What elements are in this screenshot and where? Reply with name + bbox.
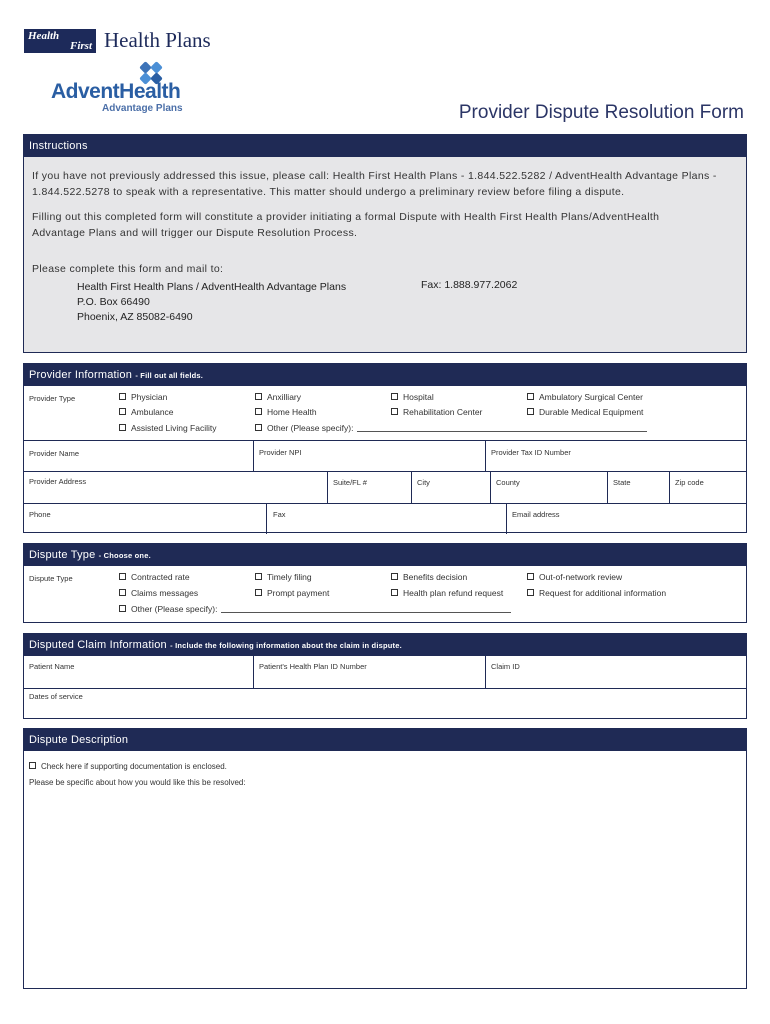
dates-of-service-field[interactable]: Dates of service [29,692,83,701]
checkbox[interactable] [527,573,534,580]
provider-name-field[interactable]: Provider Name [29,449,80,458]
dispute-description-title: Dispute Description [24,729,746,751]
option-anxilliary[interactable]: Anxilliary [255,392,301,402]
option-ambulatory-surgical[interactable]: Ambulatory Surgical Center [527,392,643,402]
instructions-para3: Please complete this form and mail to: [32,263,224,275]
dispute-type-section [23,543,747,623]
checkbox[interactable] [527,393,534,400]
fax-field[interactable]: Fax [273,510,286,519]
mail-address-line3: Phoenix, AZ 85082-6490 [77,311,193,323]
option-contracted-rate[interactable]: Contracted rate [119,572,190,582]
supporting-docs-checkbox[interactable]: Check here if supporting documentation is enclosed. [29,762,227,771]
option-home-health[interactable]: Home Health [255,407,317,417]
checkbox[interactable] [119,408,126,415]
option-provider-other[interactable]: Other (Please specify): [255,423,647,433]
hf-plans-name: Health Plans [104,28,211,52]
patient-name-field[interactable]: Patient Name [29,662,75,671]
suite-field[interactable]: Suite/FL # [333,478,367,487]
option-prompt-payment[interactable]: Prompt payment [255,588,329,598]
provider-information-section [23,363,747,533]
option-hospital[interactable]: Hospital [391,392,434,402]
checkbox[interactable] [29,762,36,769]
provider-npi-field[interactable]: Provider NPI [259,448,302,457]
dispute-other-specify-line[interactable] [221,605,511,613]
option-out-of-network[interactable]: Out-of-network review [527,572,622,582]
claim-information-title [24,634,746,656]
fax-number: Fax: 1.888.977.2062 [421,279,518,291]
option-dispute-other[interactable]: Other (Please specify): [119,604,511,614]
checkbox[interactable] [119,573,126,580]
hf-logo-line2: First [69,40,92,52]
checkbox[interactable] [527,589,534,596]
plan-id-field[interactable]: Patient's Health Plan ID Number [259,662,367,671]
instructions-para2: Filling out this completed form will constitute a provider initiating a formal Dispute with Health First Health Plans/AdventHealth Advantage Plans and will trigger our Dispute Resolution Process. [32,211,660,239]
option-ambulance[interactable]: Ambulance [119,407,174,417]
provider-tax-id-field[interactable]: Provider Tax ID Number [491,448,571,457]
form-title: Provider Dispute Resolution Form [458,102,744,123]
checkbox[interactable] [255,573,262,580]
dispute-type-label: Dispute Type [29,574,73,583]
phone-field[interactable]: Phone [29,510,51,519]
adventhealth-name: AdventHealth [51,80,181,103]
claim-title-text: Disputed Claim Information [29,639,167,651]
checkbox[interactable] [255,408,262,415]
checkbox[interactable] [119,589,126,596]
checkbox[interactable] [391,573,398,580]
option-physician[interactable]: Physician [119,392,167,402]
provider-address-field[interactable]: Provider Address [29,477,87,486]
option-durable-medical[interactable]: Durable Medical Equipment [527,407,643,417]
claim-information-section [23,633,747,719]
checkbox[interactable] [119,424,126,431]
county-field[interactable]: County [496,478,520,487]
checkbox[interactable] [255,393,262,400]
claim-title-note: - Include the following information about the claim in dispute. [170,641,402,650]
adventhealth-sub: Advantage Plans [102,103,183,114]
dispute-type-title [24,544,746,566]
instructions-para1: If you have not previously addressed this issue, please call: Health First Health Plans - 1.844.522.5282 / AdventHealth Advantage Plans - 1.844.522.5278 to speak with a representative. This matter should undergo a preliminary review before filing a dispute. [32,170,717,198]
dispute-type-note: - Choose one. [98,551,151,560]
description-textarea[interactable] [24,791,746,988]
state-field[interactable]: State [613,478,631,487]
checkbox[interactable] [255,424,262,431]
option-assisted-living[interactable]: Assisted Living Facility [119,423,217,433]
dispute-type-title-text: Dispute Type [29,549,96,561]
checkbox[interactable] [255,589,262,596]
provider-type-label: Provider Type [29,394,76,403]
claim-id-field[interactable]: Claim ID [491,662,520,671]
checkbox[interactable] [527,408,534,415]
provider-title-text: Provider Information [29,369,133,381]
provider-information-title [24,364,746,386]
instructions-section [23,134,747,353]
email-field[interactable]: Email address [512,510,560,519]
option-additional-info[interactable]: Request for additional information [527,588,666,598]
option-rehabilitation[interactable]: Rehabilitation Center [391,407,482,417]
provider-title-note: - Fill out all fields. [135,371,204,380]
option-benefits-decision[interactable]: Benefits decision [391,572,467,582]
health-first-logo [24,29,96,53]
resolution-prompt: Please be specific about how you would like this be resolved: [29,778,246,787]
checkbox[interactable] [391,408,398,415]
dispute-description-section [23,728,747,989]
option-timely-filing[interactable]: Timely filing [255,572,312,582]
checkbox[interactable] [391,393,398,400]
zip-field[interactable]: Zip code [675,478,704,487]
hf-logo-line1: Health [28,30,60,42]
provider-other-specify-line[interactable] [357,424,647,432]
mail-address-line1: Health First Health Plans / AdventHealth Advantage Plans [77,281,347,293]
option-claims-messages[interactable]: Claims messages [119,588,198,598]
mail-address-line2: P.O. Box 66490 [77,296,150,308]
city-field[interactable]: City [417,478,430,487]
checkbox[interactable] [119,393,126,400]
instructions-title: Instructions [24,135,746,157]
checkbox[interactable] [391,589,398,596]
checkbox[interactable] [119,605,126,612]
option-refund-request[interactable]: Health plan refund request [391,588,503,598]
